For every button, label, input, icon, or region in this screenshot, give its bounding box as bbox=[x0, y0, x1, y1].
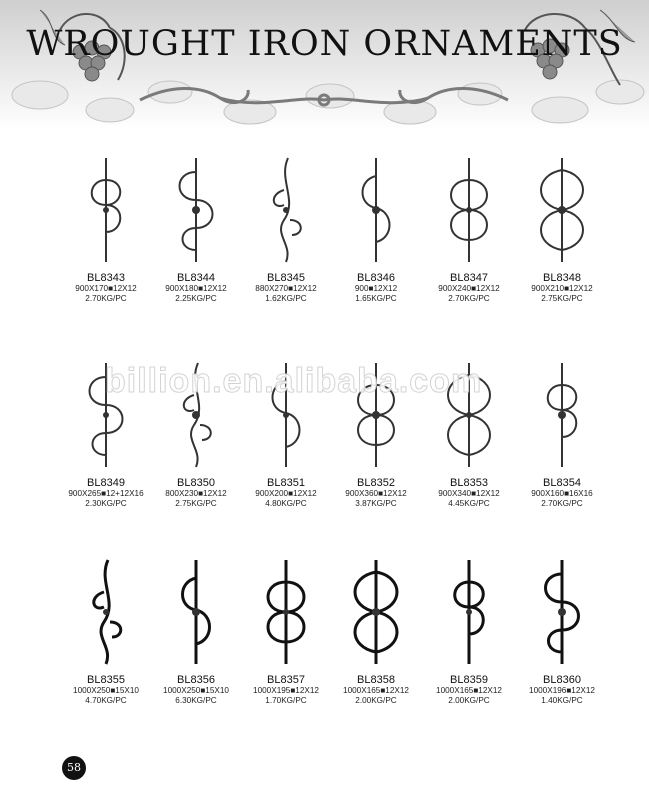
product-weight: 1.62KG/PC bbox=[265, 294, 307, 303]
product-weight: 3.87KG/PC bbox=[355, 499, 397, 508]
page-title: WROUGHT IRON ORNAMENTS bbox=[26, 24, 623, 64]
product-code: BL8357 bbox=[267, 674, 305, 686]
iron-ornament-image bbox=[421, 150, 517, 270]
product-size: 900X170■12X12 bbox=[75, 284, 137, 293]
product-card bbox=[421, 150, 517, 304]
product-weight: 2.00KG/PC bbox=[448, 696, 490, 705]
product-size: 1000X196■12X12 bbox=[529, 686, 595, 695]
product-weight: 2.30KG/PC bbox=[85, 499, 127, 508]
product-code: BL8346 bbox=[357, 272, 395, 284]
product-size: 900X240■12X12 bbox=[438, 284, 500, 293]
product-code: BL8352 bbox=[357, 477, 395, 489]
product-card bbox=[328, 150, 424, 304]
iron-ornament-image bbox=[328, 552, 424, 672]
product-weight: 2.70KG/PC bbox=[541, 499, 583, 508]
product-code: BL8349 bbox=[87, 477, 125, 489]
product-weight: 4.80KG/PC bbox=[265, 499, 307, 508]
product-size: 900X265■12+12X16 bbox=[68, 489, 144, 498]
product-size: 1000X250■15X10 bbox=[73, 686, 139, 695]
product-code: BL8360 bbox=[543, 674, 581, 686]
product-weight: 6.30KG/PC bbox=[175, 696, 217, 705]
product-weight: 4.45KG/PC bbox=[448, 499, 490, 508]
product-code: BL8354 bbox=[543, 477, 581, 489]
product-size: 900X180■12X12 bbox=[165, 284, 227, 293]
product-weight: 1.65KG/PC bbox=[355, 294, 397, 303]
product-size: 1000X165■12X12 bbox=[436, 686, 502, 695]
watermark: billion.en.alibaba.com bbox=[105, 362, 483, 400]
page-number-badge: 58 bbox=[62, 756, 86, 780]
iron-ornament-image bbox=[238, 552, 334, 672]
product-size: 900X160■16X16 bbox=[531, 489, 593, 498]
product-size: 1000X250■15X10 bbox=[163, 686, 229, 695]
product-card bbox=[514, 355, 610, 509]
product-code: BL8358 bbox=[357, 674, 395, 686]
product-card bbox=[421, 552, 517, 706]
iron-ornament-image bbox=[514, 355, 610, 475]
product-code: BL8343 bbox=[87, 272, 125, 284]
product-size: 900■12X12 bbox=[354, 284, 398, 293]
product-size: 800X230■12X12 bbox=[165, 489, 227, 498]
product-card bbox=[328, 552, 424, 706]
product-weight: 2.00KG/PC bbox=[355, 696, 397, 705]
iron-ornament-image bbox=[514, 552, 610, 672]
product-code: BL8355 bbox=[87, 674, 125, 686]
iron-ornament-image bbox=[421, 552, 517, 672]
product-weight: 1.40KG/PC bbox=[541, 696, 583, 705]
product-code: BL8350 bbox=[177, 477, 215, 489]
product-size: 1000X195■12X12 bbox=[253, 686, 319, 695]
product-weight: 1.70KG/PC bbox=[265, 696, 307, 705]
product-code: BL8356 bbox=[177, 674, 215, 686]
product-weight: 2.70KG/PC bbox=[85, 294, 127, 303]
product-code: BL8353 bbox=[450, 477, 488, 489]
iron-ornament-image bbox=[514, 150, 610, 270]
iron-ornament-image bbox=[58, 552, 154, 672]
product-size: 900X200■12X12 bbox=[255, 489, 317, 498]
product-card bbox=[58, 552, 154, 706]
product-card bbox=[148, 150, 244, 304]
product-card bbox=[148, 552, 244, 706]
iron-ornament-image bbox=[148, 150, 244, 270]
product-code: BL8345 bbox=[267, 272, 305, 284]
product-size: 1000X165■12X12 bbox=[343, 686, 409, 695]
product-card bbox=[514, 552, 610, 706]
iron-ornament-image bbox=[148, 552, 244, 672]
iron-ornament-image bbox=[238, 150, 334, 270]
product-code: BL8359 bbox=[450, 674, 488, 686]
product-weight: 2.75KG/PC bbox=[541, 294, 583, 303]
product-size: 900X210■12X12 bbox=[531, 284, 593, 293]
iron-ornament-image bbox=[328, 150, 424, 270]
product-size: 900X360■12X12 bbox=[345, 489, 407, 498]
product-card bbox=[514, 150, 610, 304]
banner-background bbox=[0, 0, 649, 130]
product-size: 900X340■12X12 bbox=[438, 489, 500, 498]
product-code: BL8347 bbox=[450, 272, 488, 284]
product-weight: 4.70KG/PC bbox=[85, 696, 127, 705]
header-banner bbox=[0, 0, 649, 130]
product-weight: 2.25KG/PC bbox=[175, 294, 217, 303]
product-card bbox=[238, 552, 334, 706]
product-card bbox=[58, 150, 154, 304]
product-card bbox=[238, 150, 334, 304]
product-weight: 2.70KG/PC bbox=[448, 294, 490, 303]
iron-ornament-image bbox=[58, 150, 154, 270]
product-weight: 2.75KG/PC bbox=[175, 499, 217, 508]
product-code: BL8351 bbox=[267, 477, 305, 489]
product-code: BL8348 bbox=[543, 272, 581, 284]
product-code: BL8344 bbox=[177, 272, 215, 284]
product-size: 880X270■12X12 bbox=[255, 284, 317, 293]
